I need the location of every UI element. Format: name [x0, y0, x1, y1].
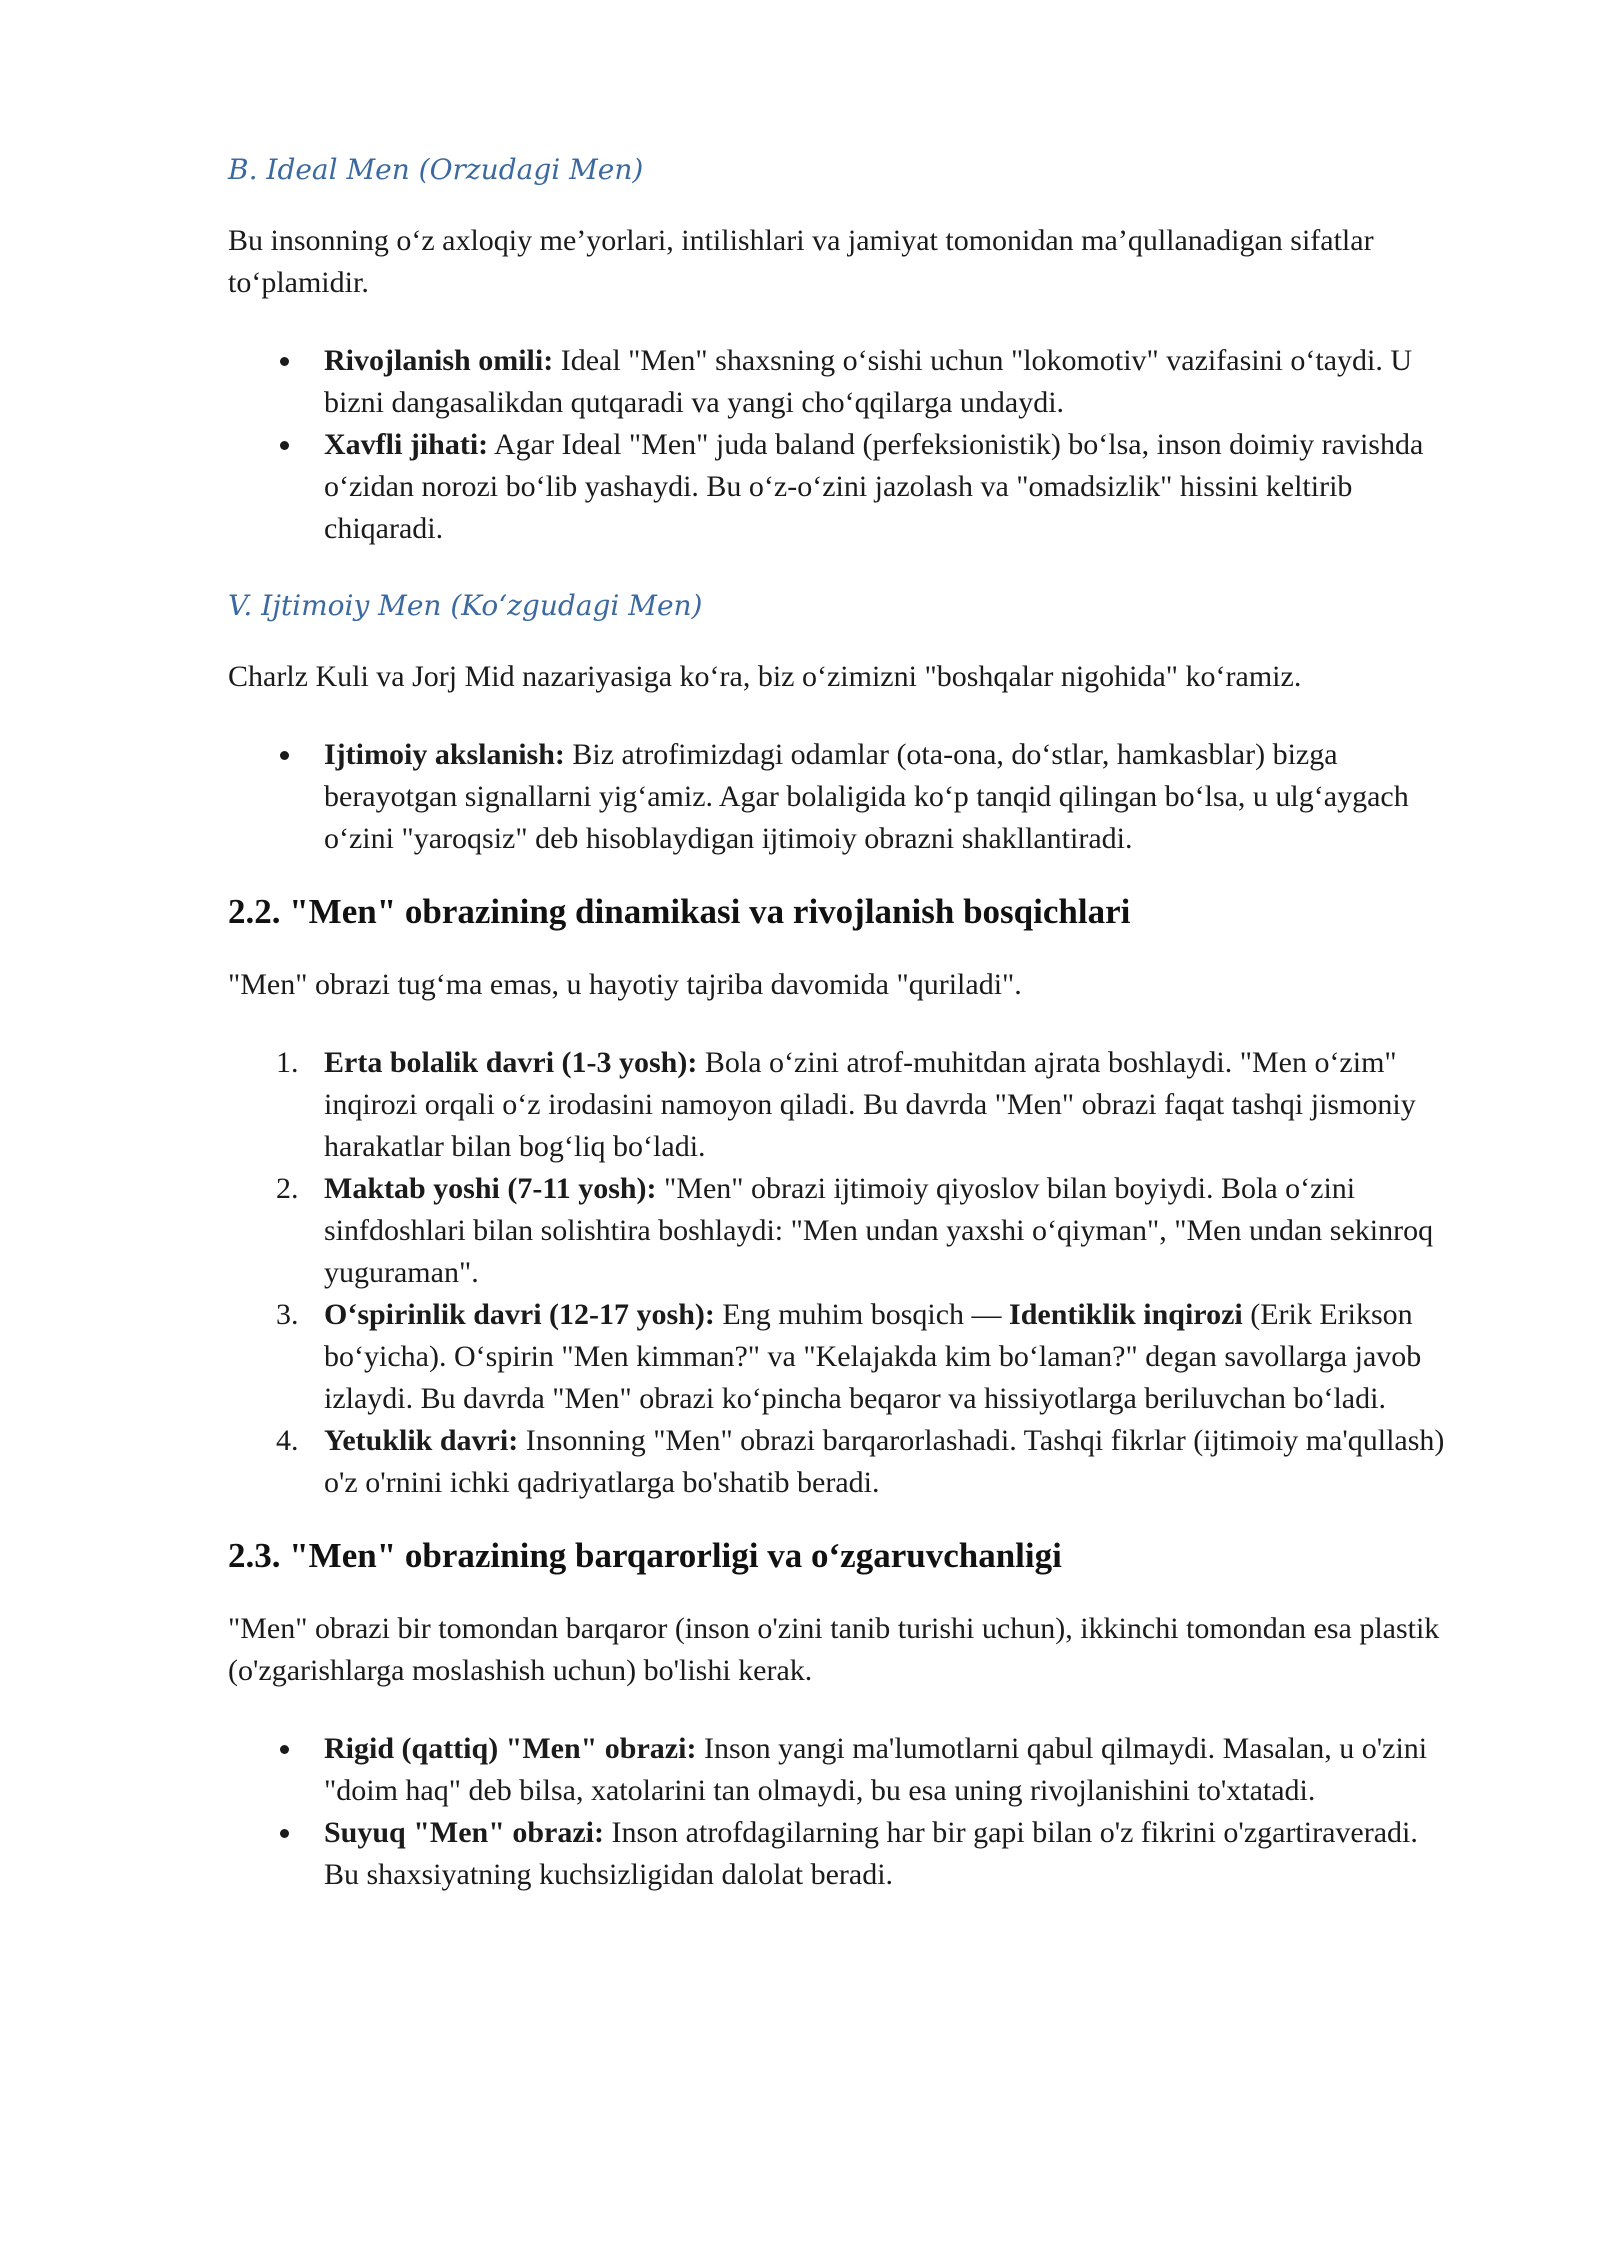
section-2-3-heading: 2.3. "Men" obrazining barqarorligi va o‘zgaruvchanligi — [228, 1536, 1062, 1575]
bullet-text: Biz atrofimizdagi odamlar (ota-ona, do‘stlar, hamkasblar) bizga berayotgan signallarni yig‘amiz. Agar bolaligida ko‘p tanqid qilingan bo‘lsa, u ulg‘aygach o‘zini "yaroqsiz" deb hisoblaydigan ijtimoiy obrazni shakllantiradi. — [324, 738, 1409, 855]
list-item — [228, 1294, 1460, 1420]
item-number: 4. — [276, 1424, 299, 1457]
section-b-heading: B. Ideal Men (Orzudagi Men) — [228, 153, 644, 186]
list-item — [228, 1420, 1460, 1504]
bullet-icon — [280, 1745, 289, 1754]
bullet-text: Agar Ideal "Men" juda baland (perfeksionistik) bo‘lsa, inson doimiy ravishda o‘zidan norozi bo‘lib yashaydi. Bu o‘z-o‘zini jazolash va "omadsizlik" hissini keltirib chiqaradi. — [324, 428, 1424, 545]
step-term: O‘spirinlik davri (12-17 yosh): — [324, 1298, 715, 1331]
section-b-intro: Bu insonning o‘z axloqiy me’yorlari, intilishlari va jamiyat tomonidan ma’qullanadigan sifatlar to‘plamidir. — [228, 224, 1374, 299]
item-number: 3. — [276, 1298, 299, 1331]
step-text: Bola o‘zini atrof-muhitdan ajrata boshlaydi. "Men o‘zim" inqirozi orqali o‘z irodasini namoyon qiladi. Bu davrda "Men" obrazi faqat tashqi jismoniy harakatlar bilan bog‘liq bo‘ladi. — [324, 1046, 1416, 1163]
step-term-emphasis: Identiklik inqirozi — [1009, 1298, 1243, 1331]
list-item — [228, 1812, 1460, 1896]
step-text-cont: (Erik Erikson bo‘yicha). O‘spirin "Men kimman?" va "Kelajakda kim bo‘laman?" degan savollarga javob izlaydi. Bu davrda "Men" obrazi ko‘pincha beqaror va hissiyotlarga beriluvchan bo‘ladi. — [324, 1298, 1422, 1415]
list-item — [228, 734, 1460, 860]
item-number: 2. — [276, 1172, 299, 1205]
list-item — [228, 1168, 1460, 1294]
bullet-text: Ideal "Men" shaxsning o‘sishi uchun "lokomotiv" vazifasini o‘taydi. U bizni dangasalikdan qutqaradi va yangi cho‘qqilarga undaydi. — [324, 344, 1413, 419]
bullet-icon — [280, 751, 289, 760]
step-term: Maktab yoshi (7-11 yosh): — [324, 1172, 657, 1205]
section-b-bullet-list — [228, 340, 1460, 550]
section-v-intro: Charlz Kuli va Jorj Mid nazariyasiga ko‘ra, biz o‘zimizni "boshqalar nigohida" ko‘ramiz. — [228, 660, 1302, 693]
bullet-term: Rivojlanish omili: — [324, 344, 554, 377]
step-text: "Men" obrazi ijtimoiy qiyoslov bilan boyiydi. Bola o‘zini sinfdoshlari bilan solishtira boshlaydi: "Men undan yaxshi o‘qiyman", "Men undan sekinroq yuguraman". — [324, 1172, 1434, 1289]
section-2-2-intro: "Men" obrazi tug‘ma emas, u hayotiy tajriba davomida "quriladi". — [228, 968, 1022, 1001]
step-text: Insonning "Men" obrazi barqarorlashadi. Tashqi fikrlar (ijtimoiy ma'qullash) o'z o'rnini ichki qadriyatlarga bo'shatib beradi. — [324, 1424, 1445, 1499]
item-number: 1. — [276, 1046, 299, 1079]
bullet-icon — [280, 441, 289, 450]
list-item — [228, 424, 1460, 550]
list-item — [228, 1042, 1460, 1168]
section-v-heading: V. Ijtimoiy Men (Ko‘zgudagi Men) — [228, 589, 703, 622]
bullet-text: Inson yangi ma'lumotlarni qabul qilmaydi. Masalan, u o'zini "doim haq" deb bilsa, xatolarini tan olmaydi, bu esa uning rivojlanishini to'xtatadi. — [324, 1732, 1428, 1807]
section-v-bullet-list — [228, 734, 1460, 860]
bullet-term: Ijtimoiy akslanish: — [324, 738, 565, 771]
step-text: Eng muhim bosqich — — [714, 1298, 1010, 1331]
section-2-2-heading: 2.2. "Men" obrazining dinamikasi va rivojlanish bosqichlari — [228, 892, 1131, 931]
bullet-icon — [280, 1829, 289, 1838]
list-item — [228, 340, 1460, 424]
step-term: Yetuklik davri: — [324, 1424, 519, 1457]
bullet-term: Rigid (qattiq) "Men" obrazi: — [324, 1732, 697, 1765]
step-term: Erta bolalik davri (1-3 yosh): — [324, 1046, 698, 1079]
list-item — [228, 1728, 1460, 1812]
section-2-2-numbered-list — [228, 1042, 1460, 1504]
bullet-term: Suyuq "Men" obrazi: — [324, 1816, 605, 1849]
bullet-text: Inson atrofdagilarning har bir gapi bilan o'z fikrini o'zgartiraveradi. Bu shaxsiyatning kuchsizligidan dalolat beradi. — [324, 1816, 1418, 1891]
bullet-term: Xavfli jihati: — [324, 428, 489, 461]
bullet-icon — [280, 357, 289, 366]
section-2-3-intro: "Men" obrazi bir tomondan barqaror (inson o'zini tanib turishi uchun), ikkinchi tomondan esa plastik (o'zgarishlarga moslashish uchun) bo'lishi kerak. — [228, 1612, 1440, 1687]
section-2-3-bullet-list — [228, 1728, 1460, 1896]
